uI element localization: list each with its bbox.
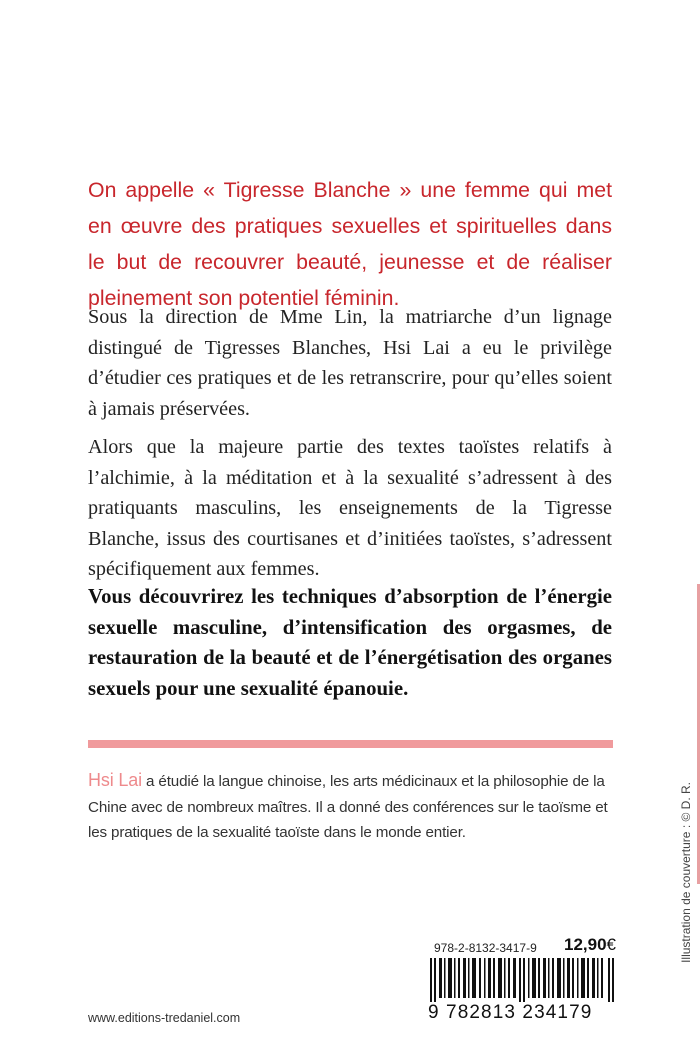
price [564,935,616,955]
cover-credit: Illustration de couverture : © D. R. [679,782,693,963]
paragraph-3-bold: Vous découvrirez les techniques d’absorption de l’énergie sexuelle masculine, d’intensification des orgasmes, de restauration de la beauté et de l’énergétisation des organes sexuels pour une sexualité épanouie. [88,585,612,700]
price-value: 12,90 [564,935,607,954]
publisher-website: www.editions-tredaniel.com [88,1011,241,1025]
barcode-digits: 9 782813 234179 [428,1002,593,1023]
barcode [430,958,616,1002]
currency-symbol: € [606,935,617,954]
paragraph-2: Alors que la majeure partie des textes taoïstes relatifs à l’alchimie, à la méditation et à la sexualité s’adressent à des pratiquants masculins, les enseignements de la Tigresse Blanche, issus des courtisanes et d’initiées taoïstes, s’adressent spécifiquement aux femmes. [88,436,612,580]
divider-bar [88,740,613,748]
isbn: 978-2-8132-3417-9 [434,941,537,955]
author-name: Hsi Lai [88,770,142,790]
paragraph-1: Sous la direction de Mme Lin, la matriarche d’un lignage distingué de Tigresses Blanches, Hsi Lai a eu le privilège d’étudier ces pratiques et de les retranscrire, pour qu’elles soient à jamais préservées. [88,306,612,420]
author-bio-text: a étudié la langue chinoise, les arts médicinaux et la philosophie de la Chine avec de nombreux maîtres. Il a donné des conférences sur le taoïsme et les pratiques de la sexualité taoïste dans le monde entier. [88,773,608,841]
tagline: On appelle « Tigresse Blanche » une femme qui met en œuvre des pratiques sexuelles et spirituelles dans le but de recouvrer beauté, jeunesse et de réaliser pleinement son potentiel féminin. [88,178,612,310]
author-bio [88,768,618,846]
